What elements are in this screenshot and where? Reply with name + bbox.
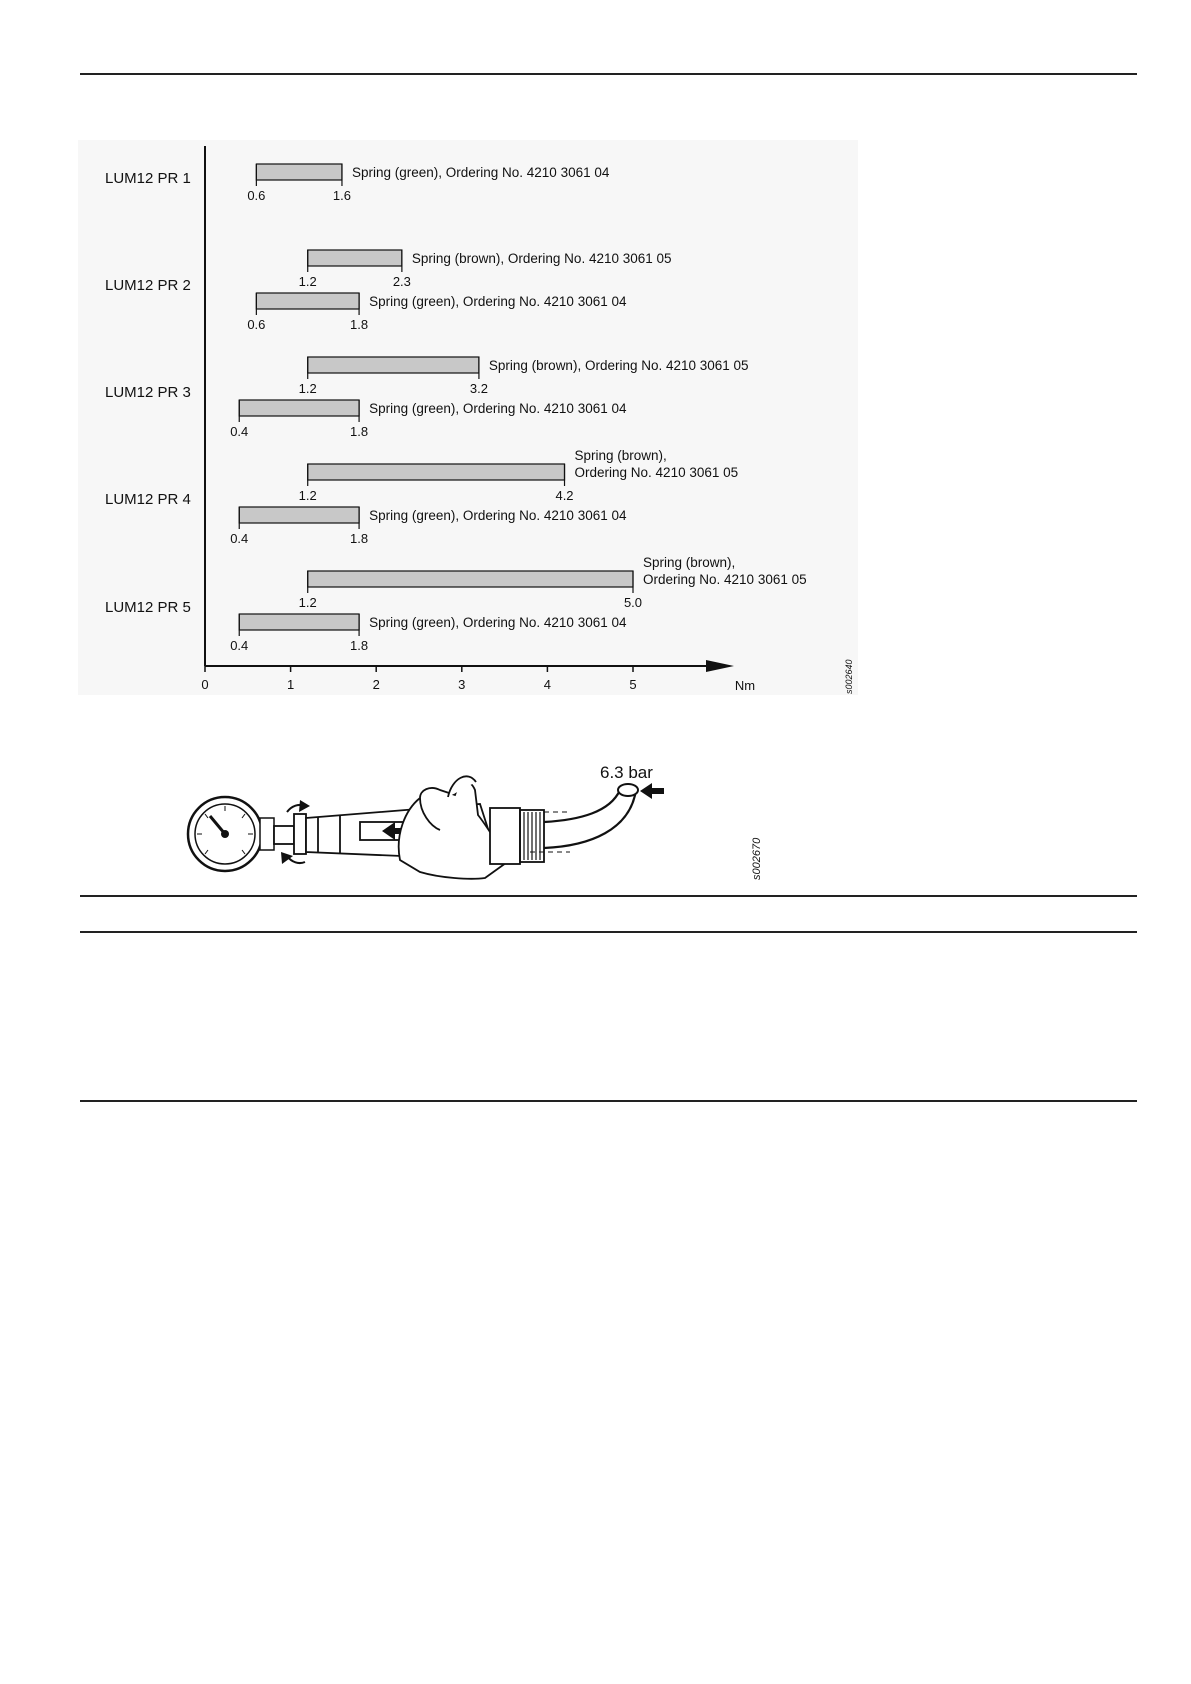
range-start-label: 1.2 xyxy=(298,595,317,610)
range-start-label: 1.2 xyxy=(298,381,317,396)
group-label: LUM12 PR 3 xyxy=(105,384,191,401)
spring-description: Spring (green), Ordering No. 4210 3061 04 xyxy=(351,165,610,180)
spring-description: Spring (green), Ordering No. 4210 3061 04 xyxy=(369,508,627,523)
range-start-label: 1.2 xyxy=(298,488,317,503)
range-end-label: 1.8 xyxy=(350,317,369,332)
rotation-arrowhead-bottom xyxy=(281,852,293,864)
spring-description: Spring (brown), Ordering No. 4210 3061 05 xyxy=(411,251,672,266)
group-label: LUM12 PR 1 xyxy=(105,170,191,187)
range-start-label: 0.4 xyxy=(230,638,249,653)
chart-figure-code: s002640 xyxy=(844,659,854,694)
range-start-label: 0.6 xyxy=(247,188,266,203)
range-start-label: 0.6 xyxy=(247,317,266,332)
spring-description: Spring (brown), Ordering No. 4210 3061 05 xyxy=(488,358,749,373)
spring-description: Spring (green), Ordering No. 4210 3061 04 xyxy=(369,294,627,309)
spring-description: Spring (brown), xyxy=(643,555,736,570)
x-tick-label: 0 xyxy=(201,677,209,692)
x-tick-label: 4 xyxy=(543,677,552,692)
hose-icon xyxy=(544,790,636,848)
hose-opening xyxy=(618,784,638,796)
range-end-label: 4.2 xyxy=(555,488,574,503)
illustration-figure-code: s002670 xyxy=(751,837,763,880)
air-inlet-arrow-icon xyxy=(640,783,664,799)
x-tick-label: 3 xyxy=(458,677,466,692)
spring-description: Spring (brown), xyxy=(574,448,667,463)
group-label: LUM12 PR 4 xyxy=(105,491,191,508)
range-end-label: 1.6 xyxy=(332,188,351,203)
spring-description: Spring (green), Ordering No. 4210 3061 04 xyxy=(369,615,627,630)
range-start-label: 0.4 xyxy=(230,424,249,439)
range-end-label: 5.0 xyxy=(623,595,643,610)
range-end-label: 1.8 xyxy=(350,531,369,546)
range-start-label: 1.2 xyxy=(298,274,317,289)
range-end-label: 1.8 xyxy=(350,638,369,653)
pressure-gauge-icon xyxy=(188,797,274,871)
spring-description: Spring (green), Ordering No. 4210 3061 04 xyxy=(369,401,627,416)
separator-rule-2 xyxy=(80,931,1137,933)
air-connector xyxy=(490,808,544,864)
group-label: LUM12 PR 2 xyxy=(105,277,191,294)
spring-description: Ordering No. 4210 3061 05 xyxy=(643,572,807,587)
pressure-label: 6.3 bar xyxy=(600,763,653,782)
group-label: LUM12 PR 5 xyxy=(105,599,191,616)
separator-rule-3 xyxy=(80,1100,1137,1102)
spring-description: Ordering No. 4210 3061 05 xyxy=(574,465,739,480)
x-axis-label: Nm xyxy=(734,678,756,693)
range-start-label: 0.4 xyxy=(230,531,249,546)
rotation-arrowhead-top xyxy=(299,800,310,812)
range-end-label: 1.8 xyxy=(350,424,369,439)
x-tick-label: 2 xyxy=(372,677,380,692)
range-end-label: 2.3 xyxy=(392,274,411,289)
range-end-label: 3.2 xyxy=(469,381,488,396)
x-tick-label: 1 xyxy=(286,677,295,692)
x-tick-label: 5 xyxy=(629,677,637,692)
